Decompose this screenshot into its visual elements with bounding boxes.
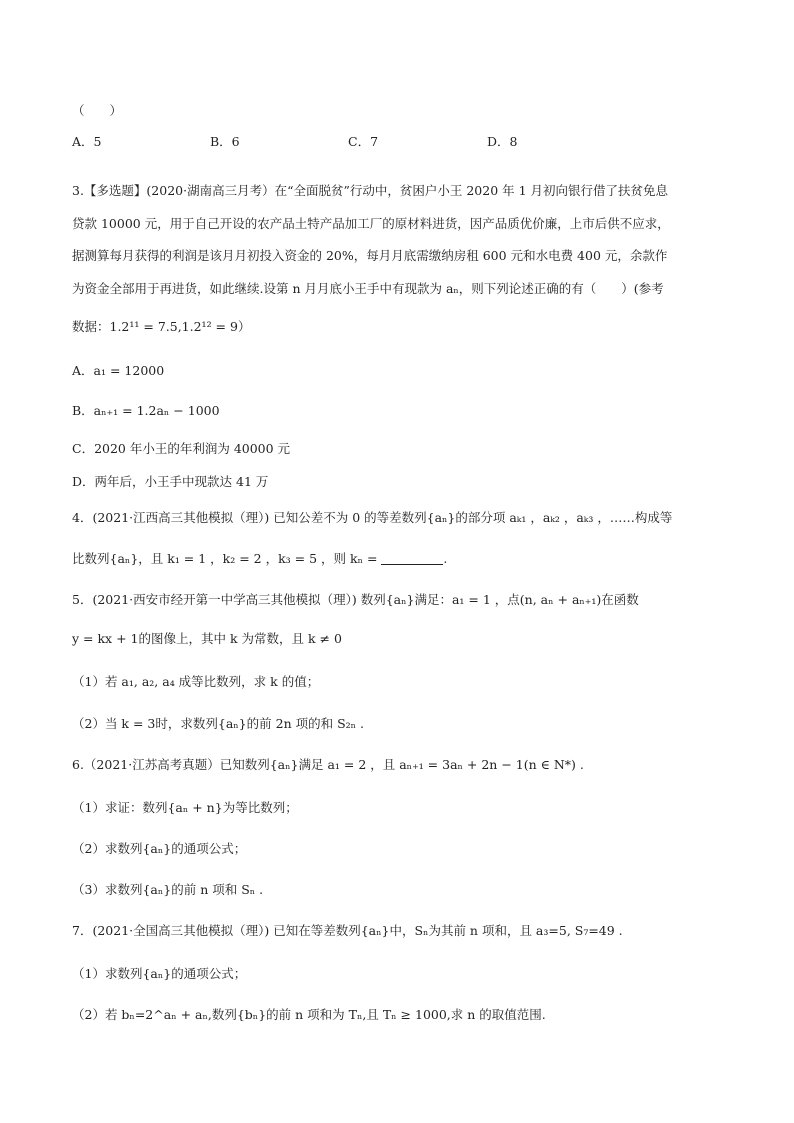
q3-line-1: 3.【多选题】(2020·湖南高三月考）在“全面脱贫”行动中，贫困户小王 2020 年 1 月初向银行借了扶贫免息 xyxy=(72,183,669,198)
q7-line-1: 7．(2021·全国高三其他模拟（理）) 已知在等差数列{aₙ}中，Sₙ为其前 n 项和，且 a₃=5, S₇=49 . xyxy=(72,923,623,938)
q7-sub-2: （2）若 bₙ=2^aₙ + aₙ,数列{bₙ}的前 n 项和为 Tₙ,且 Tₙ ≥ 1000,求 n 的取值范围. xyxy=(72,1007,546,1022)
q7-sub-1: （1）求数列{aₙ}的通项公式； xyxy=(72,966,247,981)
answer-blank xyxy=(381,552,443,565)
option-d: D．8 xyxy=(487,134,518,149)
q3-line-4: 为资金全部用于再进货，如此继续.设第 n 月月底小王手中有现款为 aₙ，则下列论述正确的有（ ）(参考 xyxy=(72,281,664,296)
option-b: B．6 xyxy=(210,134,240,149)
q3-option-d: D．两年后，小王手中现款达 41 万 xyxy=(72,474,269,489)
q6-sub-3: （3）求数列{aₙ}的前 n 项和 Sₙ . xyxy=(72,882,264,897)
q3-line-5: 数据：1.2¹¹ = 7.5,1.2¹² = 9） xyxy=(72,319,251,334)
q6-sub-2: （2）求数列{aₙ}的通项公式； xyxy=(72,841,247,856)
option-c: C．7 xyxy=(348,134,379,149)
q4-line-2 xyxy=(72,550,447,568)
q4-line-2-end: . xyxy=(443,551,448,566)
q3-option-a: A．a₁ = 12000 xyxy=(72,363,165,378)
q5-sub-2: （2）当 k = 3时，求数列{aₙ}的前 2n 项的和 S₂ₙ . xyxy=(72,716,364,731)
q6-sub-1: （1）求证：数列{aₙ + n}为等比数列； xyxy=(72,800,298,815)
q3-option-c: C．2020 年小王的年利润为 40000 元 xyxy=(72,441,291,456)
q3-line-3: 据测算每月获得的利润是该月月初投入资金的 20%，每月月底需缴纳房租 600 元和水电费 400 元，余款作 xyxy=(72,248,668,263)
answer-paren: （ ） xyxy=(72,103,123,118)
q5-line-1: 5．(2021·西安市经开第一中学高三其他模拟（理）) 数列{aₙ}满足：a₁ = 1 ，点(n, aₙ + aₙ₊₁)在函数 xyxy=(72,592,639,607)
q4-line-2-text: 比数列{aₙ}，且 k₁ = 1 ，k₂ = 2 ，k₃ = 5 ，则 kₙ = xyxy=(72,551,382,566)
q5-line-2: y = kx + 1的图像上，其中 k 为常数，且 k ≠ 0 xyxy=(72,631,342,646)
option-a: A．5 xyxy=(72,134,102,149)
q3-option-b: B．aₙ₊₁ = 1.2aₙ − 1000 xyxy=(72,403,220,418)
q6-line-1: 6.（2021·江苏高考真题）已知数列{aₙ}满足 a₁ = 2 ，且 aₙ₊₁ = 3aₙ + 2n − 1(n ∈ N*) . xyxy=(72,757,584,772)
q3-line-2: 贷款 10000 元，用于自己开设的农产品土特产品加工厂的原材料进货，因产品质优价廉，上市后供不应求， xyxy=(72,216,670,231)
q4-line-1: 4．(2021·江西高三其他模拟（理）) 已知公差不为 0 的等差数列{aₙ}的部分项 aₖ₁ ，aₖ₂ ，aₖ₃ ，……构成等 xyxy=(72,510,673,525)
q5-sub-1: （1）若 a₁, a₂, a₄ 成等比数列，求 k 的值； xyxy=(72,674,320,689)
